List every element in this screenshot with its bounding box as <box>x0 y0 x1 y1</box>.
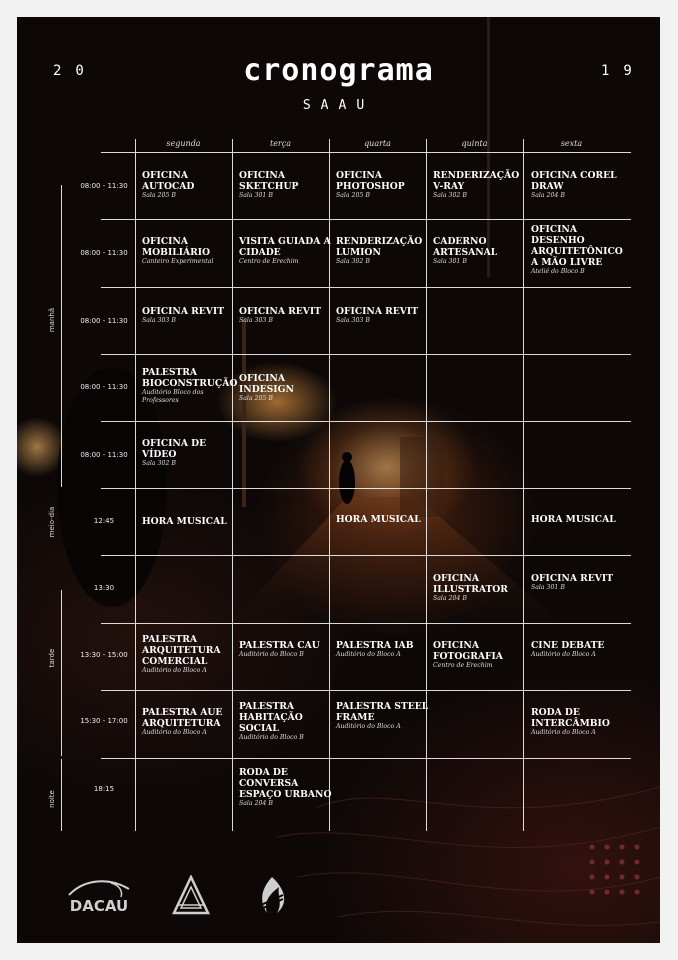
grid-line <box>101 421 631 422</box>
event-cell <box>142 516 236 527</box>
poster <box>17 17 660 943</box>
event-location: Sala 205 B <box>142 192 176 199</box>
time-label: 08:00 - 11:30 <box>80 249 128 257</box>
grid-line <box>101 488 631 489</box>
section-label-meio-dia: meio-dia <box>48 506 56 538</box>
event-cell <box>531 224 625 276</box>
event-location: Auditório do Bloco A <box>336 723 401 730</box>
event-cell <box>239 236 333 266</box>
event-title: VISITA GUIADA A CIDADE <box>239 236 331 258</box>
event-cell <box>531 573 625 592</box>
event-title: RODA DE INTERCÂMBIO <box>531 707 610 729</box>
event-location: Auditório do Bloco A <box>531 729 596 736</box>
section-line <box>61 759 62 831</box>
event-location: Sala 205 B <box>239 395 273 402</box>
event-title: PALESTRA BIOCONSTRUÇÃO <box>142 367 238 389</box>
event-cell <box>531 514 625 525</box>
dacau-logo-text: DACAU <box>69 897 129 915</box>
day-header-segunda: segunda <box>166 139 201 148</box>
event-location: Sala 301 B <box>433 258 467 265</box>
event-title: PALESTRA IAB <box>336 640 414 651</box>
event-title: OFICINA REVIT <box>336 306 419 317</box>
time-label: 15:30 - 17:00 <box>80 717 128 725</box>
event-cell <box>433 170 527 200</box>
day-header-quarta: quarta <box>364 139 391 148</box>
year-left: 20 <box>53 63 98 79</box>
event-cell <box>142 634 236 675</box>
event-location: Canteiro Experimental <box>142 258 214 265</box>
time-label: 12:45 <box>93 517 115 525</box>
event-cell <box>239 640 333 659</box>
grid-line <box>101 623 631 624</box>
event-title: PALESTRA CAU <box>239 640 320 651</box>
event-location: Auditório do Bloco A <box>142 729 207 736</box>
event-title: OFICINA INDESIGN <box>239 373 294 395</box>
event-title: OFICINA DESENHO ARQUITETÔNICO A MÃO LIVRE <box>531 224 623 268</box>
event-location: Centro de Erechim <box>239 258 299 265</box>
section-label-tarde: tarde <box>48 648 56 668</box>
time-label: 13:30 <box>93 584 115 592</box>
event-cell <box>142 236 236 266</box>
event-cell <box>433 236 527 266</box>
event-title: PALESTRA HABITAÇÃO SOCIAL <box>239 701 303 734</box>
event-location: Sala 301 B <box>239 192 273 199</box>
grid-line <box>101 690 631 691</box>
time-label: 08:00 - 11:30 <box>80 317 128 325</box>
event-title: OFICINA AUTOCAD <box>142 170 195 192</box>
event-title: RODA DE CONVERSA ESPAÇO URBANO <box>239 767 332 800</box>
poster-subtitle: SAAU <box>302 98 375 113</box>
event-cell <box>336 514 430 525</box>
background-photo <box>17 17 660 943</box>
column-line <box>135 139 136 831</box>
event-cell <box>336 640 430 659</box>
grid-line <box>101 555 631 556</box>
event-location: Auditório do Bloco B <box>239 651 304 658</box>
event-location: Auditório do Bloco A <box>336 651 401 658</box>
time-label: 08:00 - 11:30 <box>80 383 128 391</box>
event-location: Sala 302 B <box>336 258 370 265</box>
event-title: RENDERIZAÇÃO LUMION <box>336 236 423 258</box>
event-location: Sala 303 B <box>142 317 176 324</box>
event-location: Sala 205 B <box>336 192 370 199</box>
event-location: Auditório do Bloco B <box>239 734 304 741</box>
event-cell <box>433 640 527 670</box>
event-location: Sala 303 B <box>239 317 273 324</box>
event-title: HORA MUSICAL <box>531 514 616 525</box>
event-title: HORA MUSICAL <box>336 514 421 525</box>
event-title: OFICINA ILLUSTRATOR <box>433 573 508 595</box>
event-cell <box>239 373 333 403</box>
event-title: OFICINA SKETCHUP <box>239 170 299 192</box>
grid-line <box>101 758 631 759</box>
event-location: Sala 204 B <box>239 800 273 807</box>
event-title: CADERNO ARTESANAL <box>433 236 498 258</box>
event-cell <box>239 306 333 325</box>
event-cell <box>336 236 430 266</box>
event-cell <box>239 767 333 808</box>
event-cell <box>336 306 430 325</box>
event-cell <box>433 573 527 603</box>
event-location: Auditório do Bloco A <box>531 651 596 658</box>
grid-line <box>101 152 631 153</box>
event-location: Auditório do Bloco A <box>142 667 207 674</box>
event-location: Auditório Bloco dos Professores <box>142 389 204 404</box>
day-header-terca: terça <box>269 139 292 148</box>
time-label: 08:00 - 11:30 <box>80 451 128 459</box>
section-line <box>61 185 62 487</box>
grid-line <box>101 219 631 220</box>
poster-title: cronograma <box>243 53 434 88</box>
flame-logo <box>255 875 289 917</box>
section-line <box>61 590 62 756</box>
time-label: 08:00 - 11:30 <box>80 182 128 190</box>
event-cell <box>531 707 625 737</box>
day-header-quinta: quinta <box>461 139 488 148</box>
event-cell <box>239 701 333 742</box>
section-label-noite: noite <box>48 790 56 808</box>
event-cell <box>142 306 236 325</box>
event-cell <box>531 170 625 200</box>
event-title: PALESTRA AUE ARQUITETURA <box>142 707 223 729</box>
triangle-logo <box>172 875 210 917</box>
section-label-manha: manhã <box>48 307 56 333</box>
event-location: Sala 301 B <box>531 584 565 591</box>
event-title: OFICINA COREL DRAW <box>531 170 617 192</box>
event-title: OFICINA REVIT <box>531 573 614 584</box>
event-location: Sala 204 B <box>531 192 565 199</box>
event-title: PALESTRA ARQUITETURA COMERCIAL <box>142 634 221 667</box>
event-title: OFICINA REVIT <box>142 306 225 317</box>
event-title: OFICINA REVIT <box>239 306 322 317</box>
grid-line <box>101 354 631 355</box>
dacau-logo <box>59 875 139 915</box>
event-title: CINE DEBATE <box>531 640 605 651</box>
event-cell <box>142 438 236 468</box>
event-location: Centro de Erechim <box>433 662 493 669</box>
event-cell <box>531 640 625 659</box>
event-cell <box>239 170 333 200</box>
time-label: 18:15 <box>93 785 115 793</box>
event-title: HORA MUSICAL <box>142 516 227 527</box>
event-cell <box>142 707 236 737</box>
day-header-sexta: sexta <box>560 139 583 148</box>
year-right: 19 <box>601 63 646 79</box>
event-location: Sala 302 B <box>433 192 467 199</box>
event-cell <box>142 367 236 405</box>
event-title: RENDERIZAÇÃO V-RAY <box>433 170 520 192</box>
event-cell <box>336 170 430 200</box>
event-location: Sala 302 B <box>142 460 176 467</box>
grid-line <box>101 287 631 288</box>
event-location: Ateliê do Bloco B <box>531 268 585 275</box>
event-location: Sala 204 B <box>433 595 467 602</box>
event-cell <box>336 701 430 731</box>
event-title: OFICINA PHOTOSHOP <box>336 170 405 192</box>
event-location: Sala 303 B <box>336 317 370 324</box>
event-title: PALESTRA STEEL FRAME <box>336 701 429 723</box>
event-cell <box>142 170 236 200</box>
event-title: OFICINA FOTOGRAFIA <box>433 640 503 662</box>
event-title: OFICINA MOBILIÁRIO <box>142 236 211 258</box>
time-label: 13:30 - 15:00 <box>80 651 128 659</box>
event-title: OFICINA DE VÍDEO <box>142 438 207 460</box>
